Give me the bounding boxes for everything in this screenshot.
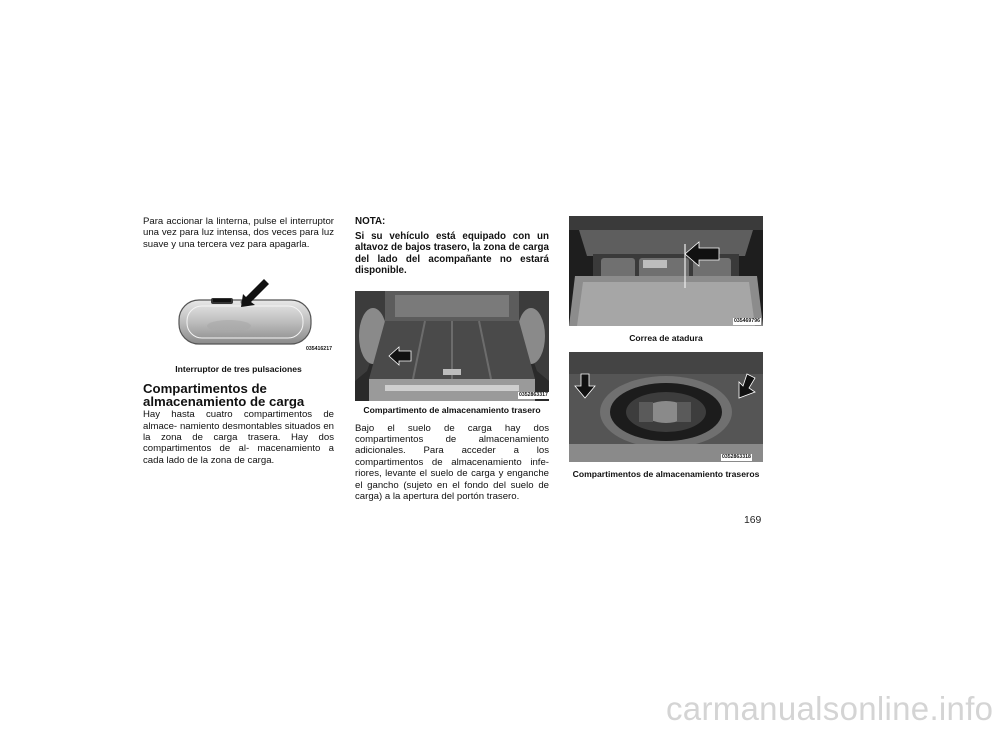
section-heading: Compartimentos de almacenamiento de carga [143,381,305,410]
flashlight-instructions: Para accionar la linterna, pulse el interruptor una vez para luz intensa, dos veces para luz suave y una tercera vez para apagarla. [143,216,334,250]
rear-storage-figure [569,352,763,462]
figure-code: 035416217 [306,346,332,353]
lower-compartments-paragraph: Bajo el suelo de carga hay dos compartimentos de almacenamiento adicionales. Para acceder a los compartimentos de almacenamiento infe- riores, levante el suelo de carga y enganche el gancho (sujeto en el fondo del suelo de carga) a la apertura del portón trasero. [355,422,549,503]
note-label: NOTA: [355,216,386,227]
page-number: 169 [744,515,762,526]
section-paragraph: Hay hasta cuatro compartimentos de almace- namiento desmontables situados en la zona de carga trasera. Hay dos compartimentos de al- macenamiento a cada lado de la zona de carga. [143,409,334,466]
figure-caption: Compartimento de almacenamiento trasero [363,404,541,415]
figure-code: 035469796 [734,318,760,324]
watermark-text: carmanualsonline.info [666,690,993,727]
tether-strap-figure [569,216,763,326]
figure-caption: Interruptor de tres pulsaciones [175,364,302,375]
figure-code: 0352863317 [519,391,548,398]
mirror-switch-figure [143,264,334,360]
figure-caption: Compartimentos de almacenamiento traseros [572,469,760,479]
note-text: Si su vehículo está equipado con un altavoz de bajos trasero, la zona de carga del lado del acompañante no estará disponible. [355,231,549,277]
right-column [569,216,763,479]
cargo-area-photo [355,291,549,401]
figure-caption: Correa de atadura [629,333,703,343]
figure-code: 0352863318 [722,454,751,460]
cargo-area-figure [355,291,549,401]
middle-column [355,216,549,502]
rear-storage-photo [569,352,763,462]
tether-strap-photo [569,216,763,326]
left-column [143,216,334,466]
